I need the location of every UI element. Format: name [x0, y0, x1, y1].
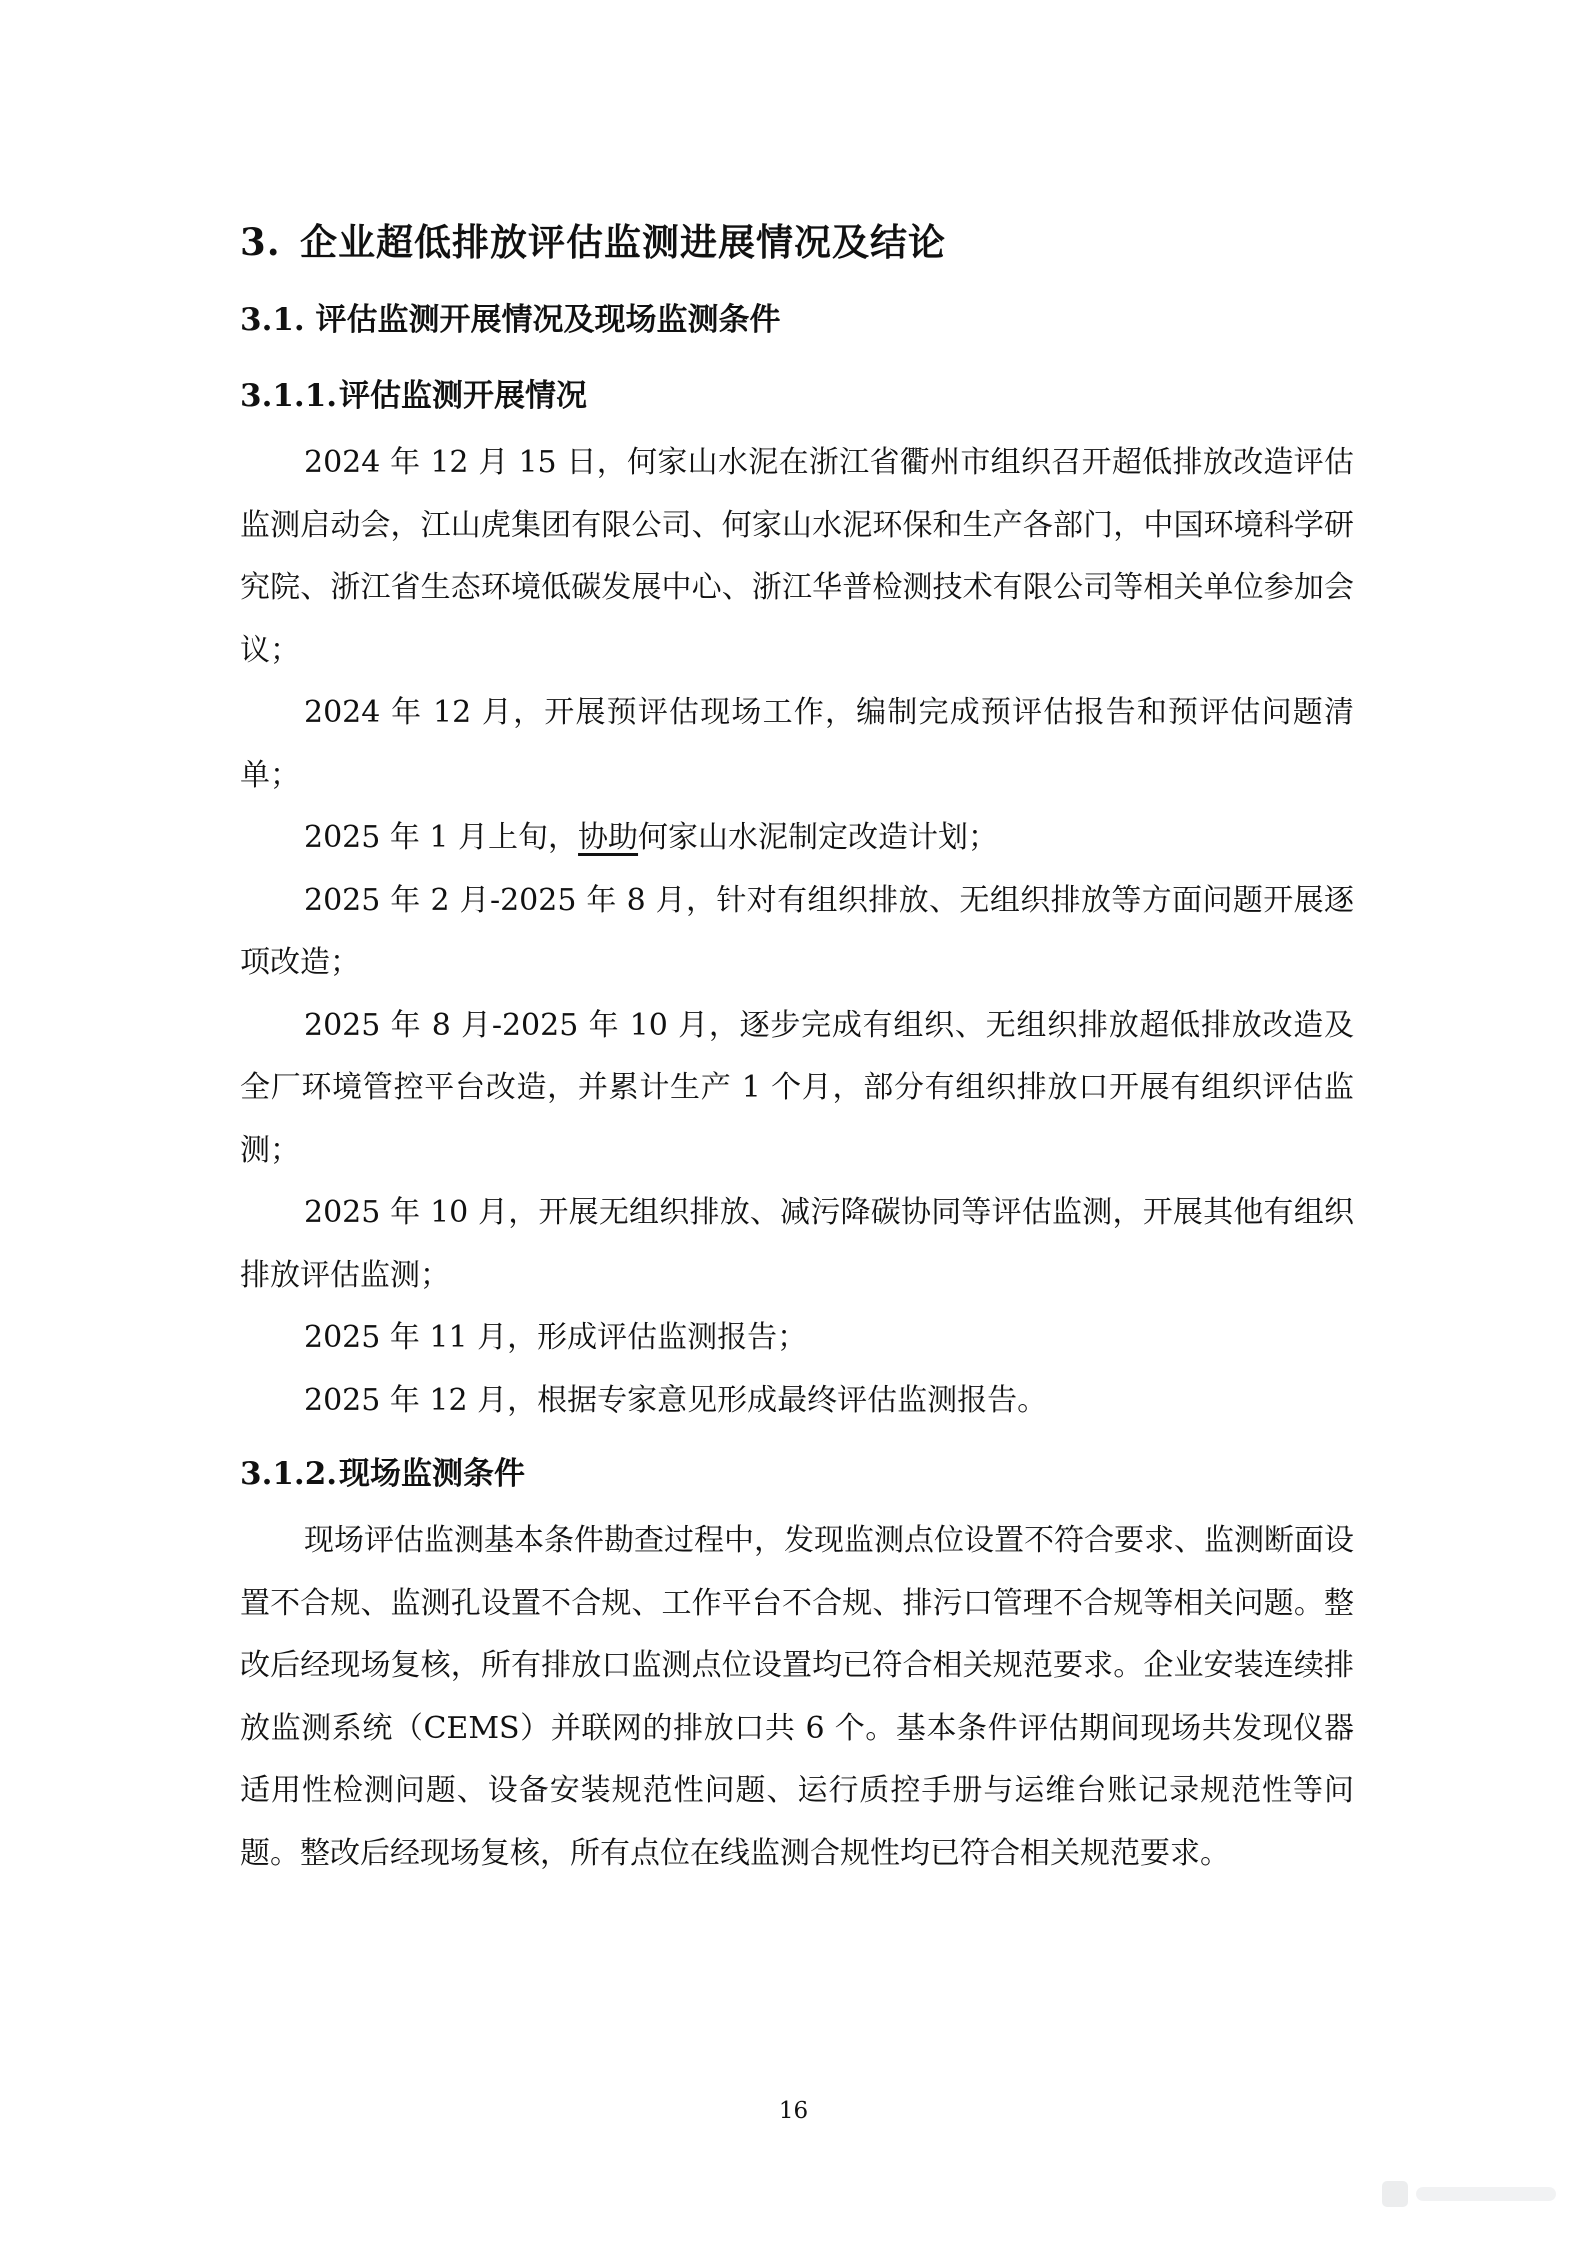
paragraph-plan-prefix: 2025 年 1 月上旬，: [304, 820, 579, 855]
subsection-heading-3-1-1: [240, 372, 1354, 420]
paragraph-plan: [240, 807, 1354, 870]
section-heading-3-1: 3.1. 评估监测开展情况及现场监测条件: [240, 302, 781, 338]
subsection-title: 现场监测条件: [339, 1456, 525, 1492]
subsection-number: 3.1.1.: [240, 378, 338, 414]
paragraph-unorganized-monitoring: 2025 年 10 月，开展无组织排放、减污降碳协同等评估监测，开展其他有组织排放评估监测；: [240, 1195, 1354, 1293]
watermark-logo-icon: [1380, 2175, 1560, 2213]
paragraph-report-draft: 2025 年 11 月，形成评估监测报告；: [304, 1320, 808, 1355]
page-number: 16: [778, 2098, 809, 2124]
paragraph-item-by-item-rectification: 2025 年 2 月-2025 年 8 月，针对有组织排放、无组织排放等方面问题开展逐项改造；: [240, 882, 1354, 980]
chapter-number: 3.: [240, 220, 281, 264]
subsection-title: 评估监测开展情况: [339, 378, 587, 414]
paragraph-monitoring-conditions: 现场评估监测基本条件勘查过程中，发现监测点位设置不符合要求、监测断面设置不合规、监测孔设置不合规、工作平台不合规、排污口管理不合规等相关问题。整改后经现场复核，所有排放口监测点位设置均已符合相关规范要求。企业安装连续排放监测系统（CEMS）并联网的排放口共 6 个。基本条件评估期间现场共发现仪器适用性检测问题、设备安装规范性问题、运行质控手册与运维台账记录规范性等问题。整改后经现场复核，所有点位在线监测合规性均已符合相关规范要求。: [240, 1523, 1354, 1871]
subsection-heading-3-1-2: [240, 1450, 1354, 1498]
paragraph-kickoff-meeting: 2024 年 12 月 15 日，何家山水泥在浙江省衢州市组织召开超低排放改造评估监测启动会，江山虎集团有限公司、何家山水泥环保和生产各部门，中国环境科学研究院、浙江省生态环境低碳发展中心、浙江华普检测技术有限公司等相关单位参加会议；: [240, 445, 1354, 668]
paragraph-ultra-low-upgrade: 2025 年 8 月-2025 年 10 月，逐步完成有组织、无组织排放超低排放改造及全厂环境管控平台改造，并累计生产 1 个月，部分有组织排放口开展有组织评估监测；: [240, 1007, 1354, 1168]
document-content: [240, 212, 1354, 1885]
paragraph-final-report: 2025 年 12 月，根据专家意见形成最终评估监测报告。: [304, 1382, 1048, 1418]
paragraph-plan-suffix: 何家山水泥制定改造计划；: [638, 820, 999, 855]
paragraph-pre-assessment: 2024 年 12 月，开展预评估现场工作，编制完成预评估报告和预评估问题清单；: [240, 695, 1354, 793]
chapter-title: 企业超低排放评估监测进展情况及结论: [300, 220, 946, 264]
chapter-heading: [240, 212, 1354, 272]
underlined-word: 协助: [578, 820, 639, 855]
subsection-number: 3.1.2.: [240, 1456, 338, 1492]
